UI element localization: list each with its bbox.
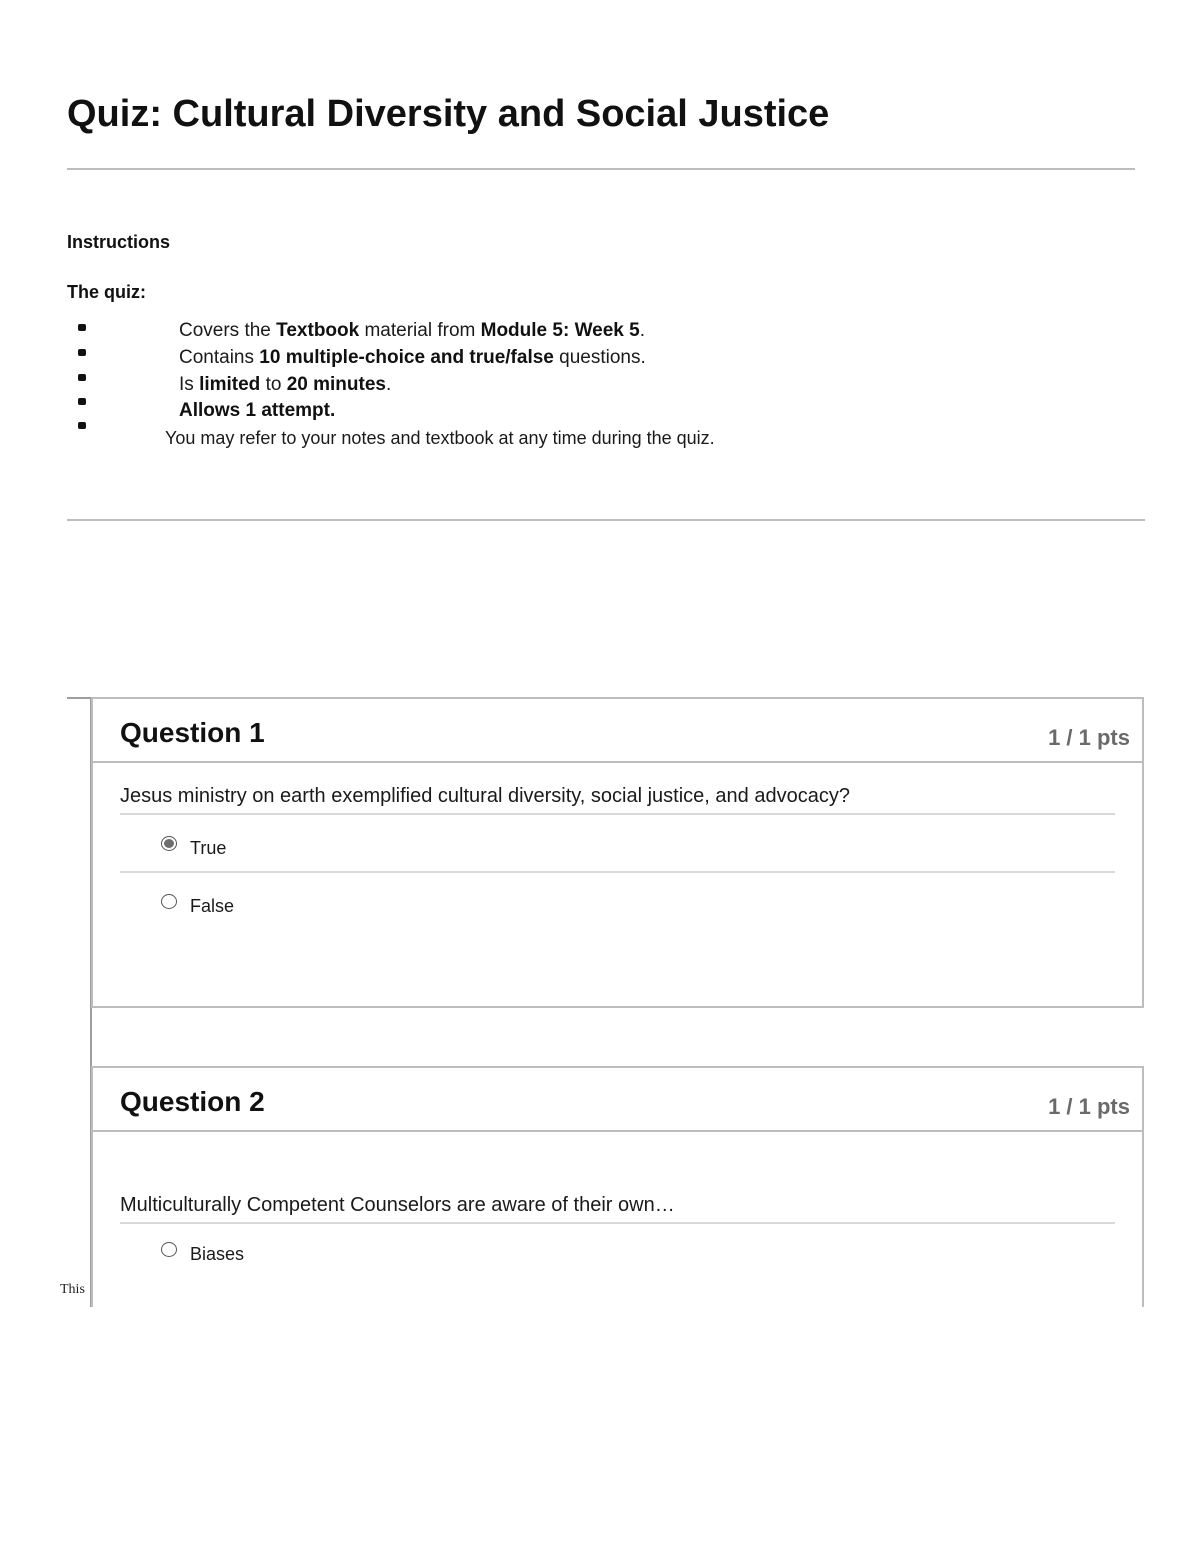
radio-icon[interactable] — [161, 894, 177, 909]
radio-icon[interactable] — [161, 1242, 177, 1257]
bullet-marker — [78, 324, 86, 331]
bullet-marker — [78, 422, 86, 429]
instructions-intro: The quiz: — [67, 282, 146, 302]
answer-divider — [120, 813, 1115, 815]
answer-option[interactable] — [161, 891, 461, 917]
question-title: Question 1 — [120, 717, 265, 748]
question-card — [91, 697, 1144, 1008]
footer-text: This — [60, 1282, 85, 1297]
instruction-item: Allows 1 attempt. — [179, 400, 336, 421]
radio-selected-icon[interactable] — [161, 836, 177, 851]
answer-option[interactable] — [161, 833, 461, 859]
answer-divider — [120, 871, 1115, 873]
answer-option[interactable] — [161, 1239, 461, 1265]
answer-label: Biases — [190, 1244, 245, 1264]
title-divider — [67, 168, 1135, 170]
answer-divider — [120, 1222, 1115, 1224]
question-text: Multiculturally Competent Counselors are aware of their own… — [120, 1194, 675, 1216]
question-header — [93, 1068, 1142, 1132]
instructions-heading: Instructions — [67, 232, 171, 252]
answer-label: True — [190, 838, 227, 858]
question-list-edge — [67, 697, 91, 699]
bullet-marker — [78, 374, 86, 381]
question-points: 1 / 1 pts — [1048, 725, 1130, 750]
question-points: 1 / 1 pts — [1048, 1094, 1130, 1119]
section-divider — [67, 519, 1145, 521]
answer-label: False — [190, 896, 235, 916]
question-text: Jesus ministry on earth exemplified cultural diversity, social justice, and advocacy? — [120, 785, 850, 807]
instructions-note: You may refer to your notes and textbook at any time during the quiz. — [165, 428, 715, 448]
bullet-marker — [78, 349, 86, 356]
question-card — [91, 1066, 1144, 1307]
instruction-item: Is limited to 20 minutes. — [179, 374, 392, 395]
question-title: Question 2 — [120, 1086, 265, 1117]
bullet-marker — [78, 398, 86, 405]
page-title: Quiz: Cultural Diversity and Social Justice — [67, 93, 830, 135]
instruction-item: Covers the Textbook material from Module 5: Week 5. — [179, 320, 645, 341]
instruction-item: Contains 10 multiple-choice and true/false questions. — [179, 347, 646, 368]
question-header — [93, 699, 1142, 763]
